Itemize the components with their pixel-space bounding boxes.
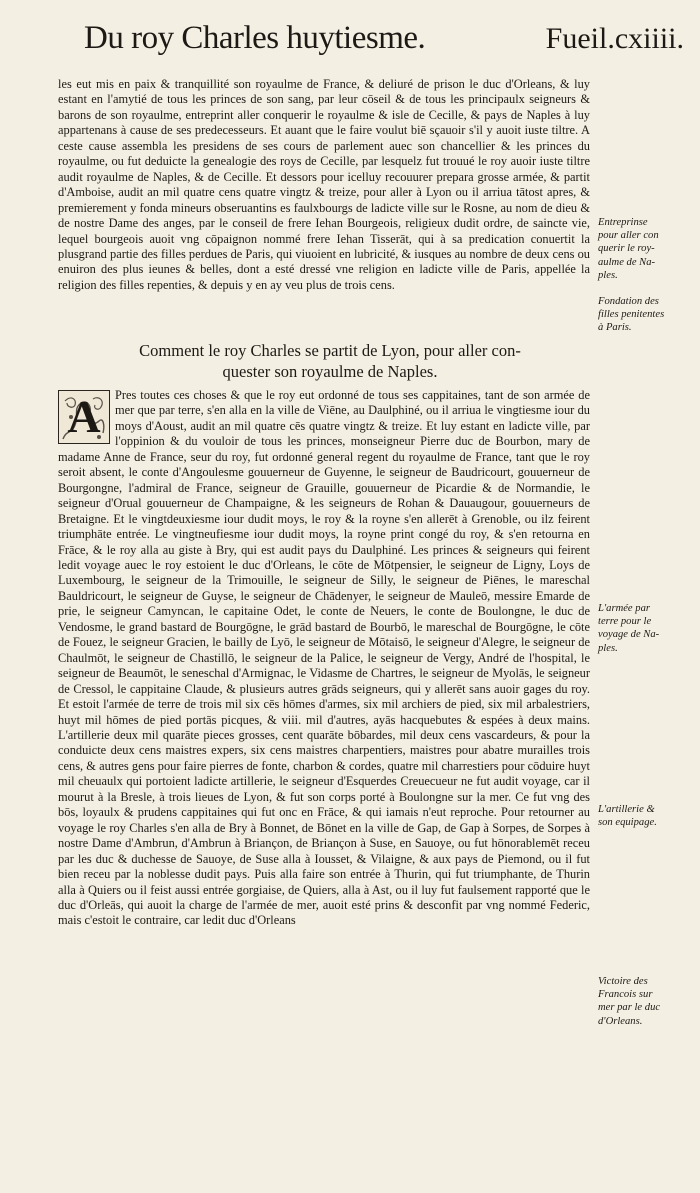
text-block-chapter	[58, 388, 590, 929]
margin-note-line: pour aller con	[598, 230, 659, 242]
margin-note-line: d'Orleans.	[598, 1015, 643, 1027]
paragraph-intro: les eut mis en paix & tranquillité son royaulme de France, & deliuré de prison le duc d'Orleans, & luy estant en l'amytié de tous les princes de son sang, par leur cōseil & de tous les principaulx seigneurs & barons de son royaulme, entreprint aller conquerir le royaulme & isle de Cecille, & pays de Naples à luy appartenans à cause de ses predecesseurs. Et auant que le faire voulut biē sçauoir s'il y auoit iuste tiltre. A ceste cause assembla les presidens de ses cours de parlement auec son chancellier & les princes du royaulme, ou fut deduicte la genealogie des roys de Cecille, par lesquelz fut trouué le roy auoir iuste tiltre audit royaulme de Naples, & de Cecille. Et dessors pour icelluy recouurer prepara grosse armée, & partit d'Amboise, audit an mil quatre cens quatre vingtz & treize, pour aller à Lyon ou il arriua tātost apres, & premierement y fonda mineurs obseruantins es faulxbourgs de ladicte ville sur le Rosne, au nom de dieu & de nostre Dame des anges, par le conseil de frere Iehan Bourgeois, religieux dudit ordre, de saincte vie, lequel bourgeois auoit vng cōpaignon nommé frere Iehan Tisserāt, qui à sa predication conuertit la plusgrand partie des filles perdues de Paris, qui viuoient en lubricité, & iusques au nombre de deux cens ou enuiron des plus ieunes & belles, dont a esté dressé vne religion en ladicte ville de Paris, appellée la religion des filles repenties, & depuis y en ay veu plus de trois cens.	[58, 77, 590, 292]
margin-note-line: L'artillerie &	[598, 804, 655, 815]
dropcap-letter: A	[67, 391, 101, 442]
margin-note-line: Victoire des	[598, 976, 648, 987]
margin-note-line: terre pour le	[598, 616, 652, 628]
margin-note-line: L'armée par	[598, 603, 650, 614]
decorated-initial	[58, 390, 110, 444]
text-block-intro	[58, 77, 590, 293]
margin-note-armee	[598, 602, 698, 655]
margin-note-line: Francois sur	[598, 989, 653, 1001]
running-head	[84, 20, 684, 70]
chapter-heading	[70, 340, 590, 382]
margin-note-fondation	[598, 295, 698, 335]
folio-number: Fueil.cxiiii.	[545, 22, 684, 55]
margin-note-line: son equipage.	[598, 817, 657, 829]
margin-note-line: aulme de Na-	[598, 256, 656, 268]
margin-note-entreprinse	[598, 216, 698, 282]
margin-note-line: mer par le duc	[598, 1002, 661, 1014]
chapter-heading-line-2: quester son royaulme de Naples.	[222, 362, 438, 381]
running-title: Du roy Charles huytiesme.	[84, 20, 426, 56]
paragraph-chapter: Pres toutes ces choses & que le roy eut ordonné de tous ses cappitaines, tant de son armée de mer que par terre, s'en alla en la ville de Viēne, au Daulphiné, ou il arriua le vingtiesme iour du moys d'Aoust, audit an mil quatre cēs quatre vingtz & treize. Et luy estant en ladicte ville, par l'oppinion & du vouloir de tous les princes, monseigneur Pierre duc de Bourbon, mary de madame Anne de France, seur du roy, fut ordonné general regent du royaulme de France, tant que le roy seroit absent, le conte d'Angoulesme gouuerneur de Guyenne, le seigneur de Baudricourt, gouuerneur de Bourgongne, l'admiral de France, seigneur de Grauille, gouuerneur de Picardie & de Normandie, le seigneur d'Orual gouuerneur de Champaigne, & les seigneurs de Rohan & Dauaugour, gouuerneurs de Bretaigne. Et le vingtdeuxiesme iour dudit moys, le roy & la royne s'en allerēt à Grenoble, ou ilz feirent triumphāte entrée. Le vingtneufiesme iour dudit moys, la royne print congé du roy, & s'en retourna en Frāce, & le roy alla au giste à Bry, qui est audit pays du Daulphiné. Les princes & seigneurs qui feirent ledit voyage auec le roy estoient le duc d'Orleans, le cōte de Mōtpensier, le seigneur de Ligny, Loys de Luxembourg, le seigneur de la Trimouille, le seigneur de Silly, le seigneur de Piēnes, le mareschal Bauldricourt, le seigneur de Guyse, le seigneur de Chādenyer, le seigneur de Mauleō, messire Emarde de prie, le seigneur Camyncan, le capitaine Odet, le conte de Neuers, le conte de Boulongne, le duc de Vendosme, le grand bastard de Bourgōgne, le grād bastard de Bourbō, le mareschal de Bourgōgne, le cōte de Fouez, le seigneur Gracien, le bailly de Lyō, le seigneur de Mōtaisō, le seigneur d'Alegre, le seigneur de Chaulmōt, le seigneur de Chastillō, le seigneur de la Palice, le seigneur de Vergy, André de l'hospital, le seigneur de Beaumōt, le seneschal d'Armignac, le Vidasme de Chartres, le seigneur de Myolās, le seigneur de Cressol, le cappitaine Claude, & plusieurs autres grāds seigneurs, qui y allerēt sans auoir gages du roy. Et estoit l'armée de terre de trois mil six cēs hōmes d'armes, six mil archiers de pied, six mil arbalestriers, huyt mil hōmes de pied portās picques, & viii. mil d'autres, ayās hacquebutes & espées à deux mains. L'artillerie deux mil quarāte pieces grosses, cent quarāte bōbardes, mil deux cens vascardeurs, & pour la conduicte deux cens maistres expers, six cens maistres charpentiers, maistres pour abatre murailles trois cens, & autres gens pour faire pierres de fonte, charbon & cordes, quatre mil charrestiers pour cōduire huyt mil cheuaulx qui portoient ladicte artillerie, le seigneur d'Esquerdes Creuecueur ne fut audit voyage, car il mourut à la Bresle, à trois lieues de Lyon, & fut son corps porté à Boulongne sur la mer. Ce fut vng des bōs, loyaulx & prudens cappitaines qui fut onc en Frāce, & qui iamais n'eut reproche. Pour retourner au voyage le roy Charles s'en alla de Bry à Bonnet, de Bōnet en la ville de Gap, de Gap à Sorpes, de Sorpes à nostre Dame d'Ambrun, d'Ambrun à Briançon, de Briançon à Suse, en Sauoye, ou fut hōnorablemēt receu par les duc & duchesse de Sauoye, de Suse alla à Iousset, & Vilaigne, & aux pays de Piemond, ou il fut bien receu par la noblesse dudit pays. Puis alla faire son entrée à Thurin, qui fut triumphante, de Thurin alla à Quiers ou il feist aussi entrée gorgiaise, de Quiers, alla à Ast, ou il luy fut faulsement rapporté que le duc d'Orleās, qui auoit la charge de l'armée de mer, auoit esté prins & desconfit par vng nommé Federic, mais c'estoit le contraire, car ledit duc d'Orleans	[58, 388, 590, 928]
margin-note-victoire	[598, 975, 698, 1028]
margin-note-line: Fondation des	[598, 296, 659, 307]
margin-note-line: Entreprinse	[598, 217, 648, 228]
margin-note-line: querir le roy-	[598, 243, 655, 255]
margin-note-line: à Paris.	[598, 322, 632, 334]
margin-note-line: filles penitentes	[598, 309, 665, 321]
margin-note-line: voyage de Na-	[598, 629, 660, 641]
margin-note-line: ples.	[598, 642, 618, 654]
margin-note-artillerie	[598, 803, 698, 829]
chapter-heading-line-1: Comment le roy Charles se partit de Lyon, pour aller con-	[139, 341, 521, 360]
margin-note-line: ples.	[598, 269, 618, 281]
